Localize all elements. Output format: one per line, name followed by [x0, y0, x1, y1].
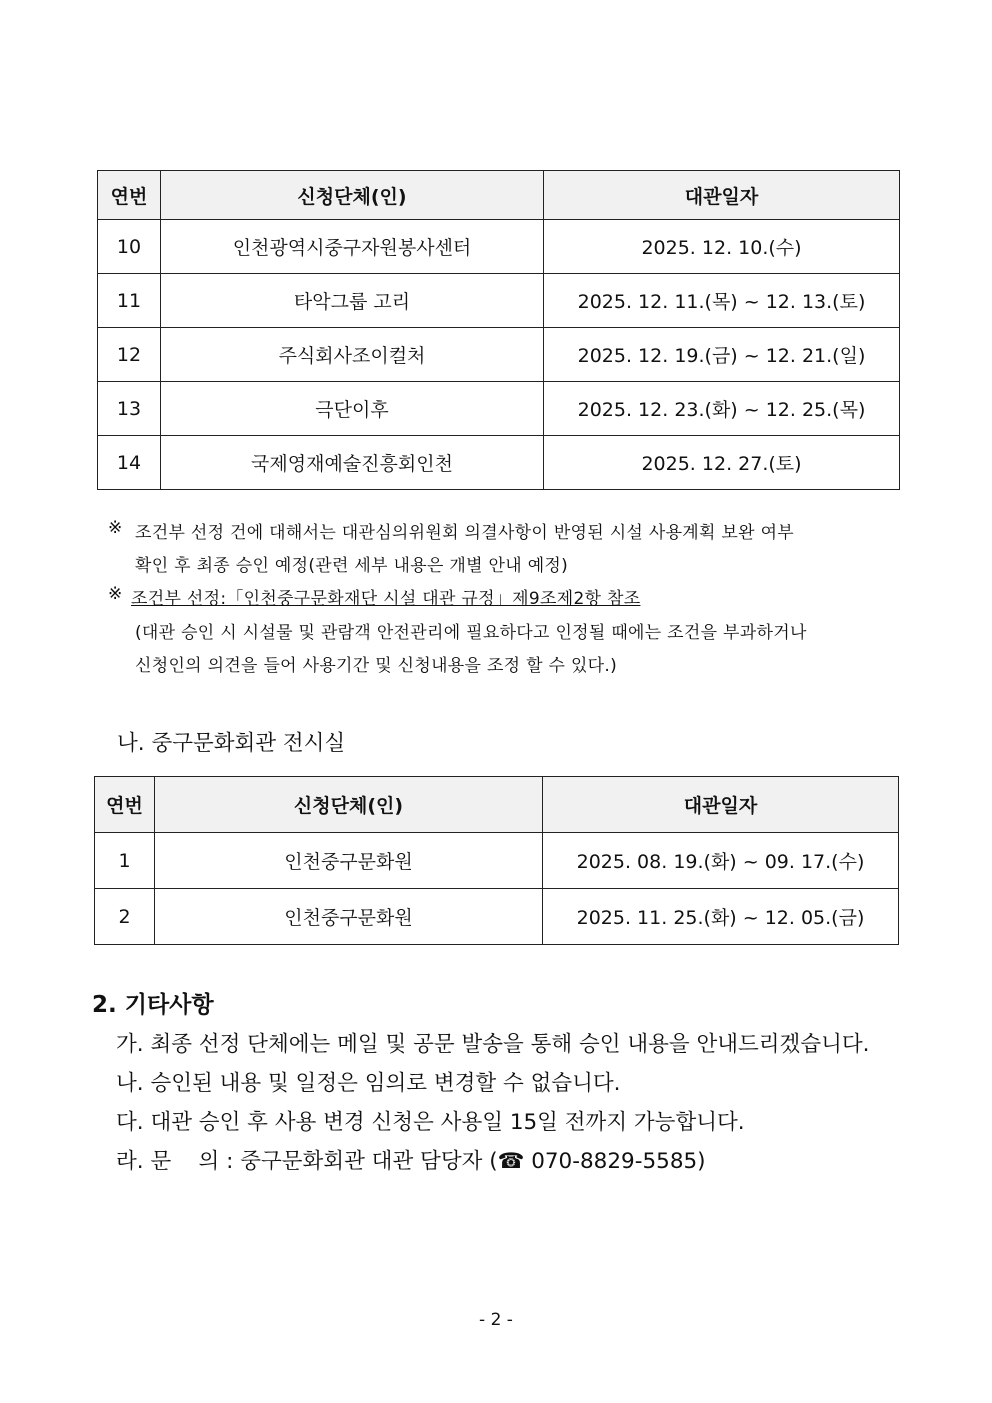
row-no: 14: [98, 436, 161, 490]
table-row: [98, 274, 900, 328]
section-2-item-ra: 라. 문 의 : 중구문화회관 대관 담당자 (☎ 070-8829-5585): [116, 1149, 706, 1174]
section-2-title: 2. 기타사항: [92, 992, 214, 1018]
row-org: 국제영재예술진흥회인천: [161, 436, 544, 490]
row-date: 2025. 12. 27.(토): [544, 436, 900, 490]
table-row: [95, 833, 899, 889]
row-date: 2025. 08. 19.(화) ~ 09. 17.(수): [543, 833, 899, 889]
header-date: 대관일자: [543, 777, 899, 833]
row-date: 2025. 12. 10.(수): [544, 220, 900, 274]
header-org: 신청단체(인): [161, 171, 544, 220]
note-2-line-3: 신청인의 의견을 들어 사용기간 및 신청내용을 조정 할 수 있다.): [135, 656, 618, 676]
row-date: 2025. 12. 11.(목) ~ 12. 13.(토): [544, 274, 900, 328]
note-1-line-2: 확인 후 최종 승인 예정(관련 세부 내용은 개별 안내 예정): [135, 556, 569, 576]
row-no: 1: [95, 833, 155, 889]
note-2-line-1: 조건부 선정:「인천중구문화재단 시설 대관 규정」제9조제2항 참조: [131, 589, 641, 609]
section-2-item-na: 나. 승인된 내용 및 일정은 임의로 변경할 수 없습니다.: [116, 1071, 621, 1096]
section-2-item-ga: 가. 최종 선정 단체에는 메일 및 공문 발송을 통해 승인 내용을 안내드리겠습니다.: [116, 1032, 870, 1057]
row-org: 인천중구문화원: [155, 889, 543, 945]
header-date: 대관일자: [544, 171, 900, 220]
row-org: 주식회사조이컬처: [161, 328, 544, 382]
note-mark-2: ※: [108, 584, 123, 604]
table-row: [98, 382, 900, 436]
table-row: [98, 220, 900, 274]
page-number: - 2 -: [479, 1310, 513, 1330]
row-date: 2025. 12. 19.(금) ~ 12. 21.(일): [544, 328, 900, 382]
row-no: 13: [98, 382, 161, 436]
section-2-item-da: 다. 대관 승인 후 사용 변경 신청은 사용일 15일 전까지 가능합니다.: [116, 1110, 745, 1135]
row-no: 2: [95, 889, 155, 945]
rental-table-1: [97, 170, 900, 490]
table-header-row: [95, 777, 899, 833]
note-mark-1: ※: [108, 518, 123, 538]
note-2-line-2: (대관 승인 시 시설물 및 관람객 안전관리에 필요하다고 인정될 때에는 조건을 부과하거나: [135, 623, 807, 643]
row-org: 인천광역시중구자원봉사센터: [161, 220, 544, 274]
row-org: 극단이후: [161, 382, 544, 436]
section-heading-exhibition: 나. 중구문화회관 전시실: [117, 731, 346, 756]
row-no: 10: [98, 220, 161, 274]
table-row: [95, 889, 899, 945]
rental-table-2: [94, 776, 899, 945]
row-date: 2025. 11. 25.(화) ~ 12. 05.(금): [543, 889, 899, 945]
table-row: [98, 436, 900, 490]
row-no: 11: [98, 274, 161, 328]
row-no: 12: [98, 328, 161, 382]
header-no: 연번: [98, 171, 161, 220]
table-row: [98, 328, 900, 382]
table-header-row: [98, 171, 900, 220]
row-org: 인천중구문화원: [155, 833, 543, 889]
row-org: 타악그룹 고리: [161, 274, 544, 328]
header-org: 신청단체(인): [155, 777, 543, 833]
note-1-line-1: 조건부 선정 건에 대해서는 대관심의위원회 의결사항이 반영된 시설 사용계획 보완 여부: [135, 523, 795, 543]
row-date: 2025. 12. 23.(화) ~ 12. 25.(목): [544, 382, 900, 436]
header-no: 연번: [95, 777, 155, 833]
